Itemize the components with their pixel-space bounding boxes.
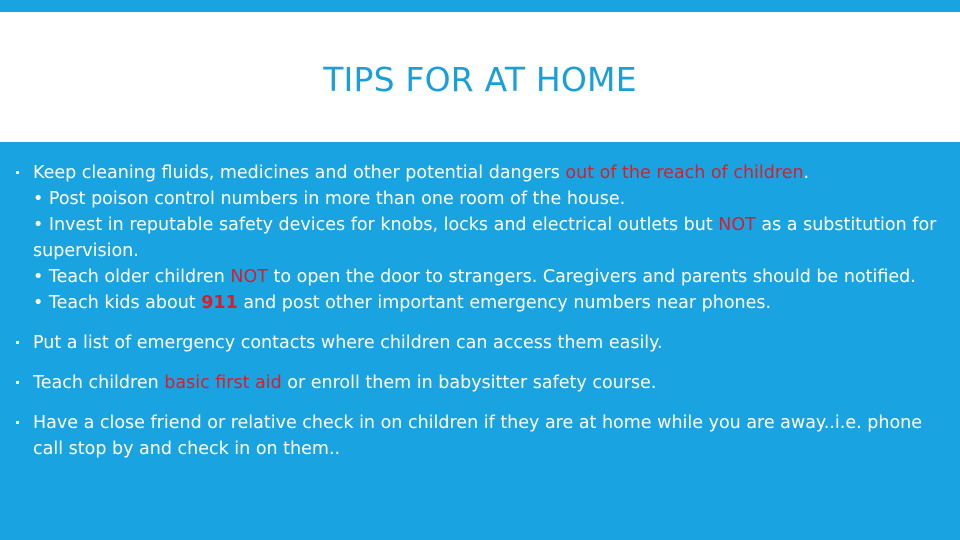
sub-bullet-3-text: • Teach older children bbox=[33, 267, 231, 287]
sub-bullet-3-highlight: NOT bbox=[230, 267, 268, 287]
bullet-item-3 bbox=[16, 370, 946, 396]
sub-bullet-2-highlight: NOT bbox=[718, 215, 756, 235]
bullet-marker bbox=[16, 421, 19, 424]
bullet-3-text: Teach children bbox=[33, 373, 165, 393]
bullet-4-text: Have a close friend or relative check in on children if they are at home while you are away..i.e. phone call stop by and check in on them.. bbox=[33, 413, 923, 459]
bullet-3-end: or enroll them in babysitter safety course. bbox=[281, 373, 657, 393]
bullet-item-4 bbox=[16, 410, 946, 462]
bullet-marker bbox=[16, 341, 19, 344]
bullet-marker bbox=[16, 171, 19, 174]
sub-bullet-911 bbox=[33, 290, 946, 316]
sub-bullet-safety-devices bbox=[33, 212, 946, 264]
sub-bullet-strangers bbox=[33, 264, 946, 290]
sub-bullet-poison-control: • Post poison control numbers in more than one room of the house. bbox=[33, 189, 626, 209]
sub-bullet-4-highlight: 911 bbox=[201, 293, 238, 313]
bullet-1-highlight: out of the reach of children bbox=[565, 163, 804, 183]
bullet-1-main bbox=[33, 160, 946, 186]
sub-bullet-3-end: to open the door to strangers. Caregivers and parents should be notified. bbox=[267, 267, 916, 287]
bullet-item-1 bbox=[16, 160, 946, 316]
bullet-marker bbox=[16, 381, 19, 384]
bullet-1-text: Keep cleaning fluids, medicines and other potential dangers bbox=[33, 163, 566, 183]
sub-bullet-4-end: and post other important emergency numbers near phones. bbox=[237, 293, 772, 313]
sub-bullet-2-end: as a substitution for supervision. bbox=[33, 215, 937, 261]
slide-content bbox=[16, 160, 946, 476]
bullet-2-text: Put a list of emergency contacts where children can access them easily. bbox=[33, 333, 663, 353]
bullet-3-highlight: basic first aid bbox=[164, 373, 282, 393]
bullet-item-2 bbox=[16, 330, 946, 356]
slide-title: TIPS FOR AT HOME bbox=[323, 60, 637, 99]
sub-bullet-2-text: • Invest in reputable safety devices for knobs, locks and electrical outlets but bbox=[33, 215, 719, 235]
bullet-1-end: . bbox=[803, 163, 810, 183]
sub-bullet-4-text: • Teach kids about bbox=[33, 293, 202, 313]
